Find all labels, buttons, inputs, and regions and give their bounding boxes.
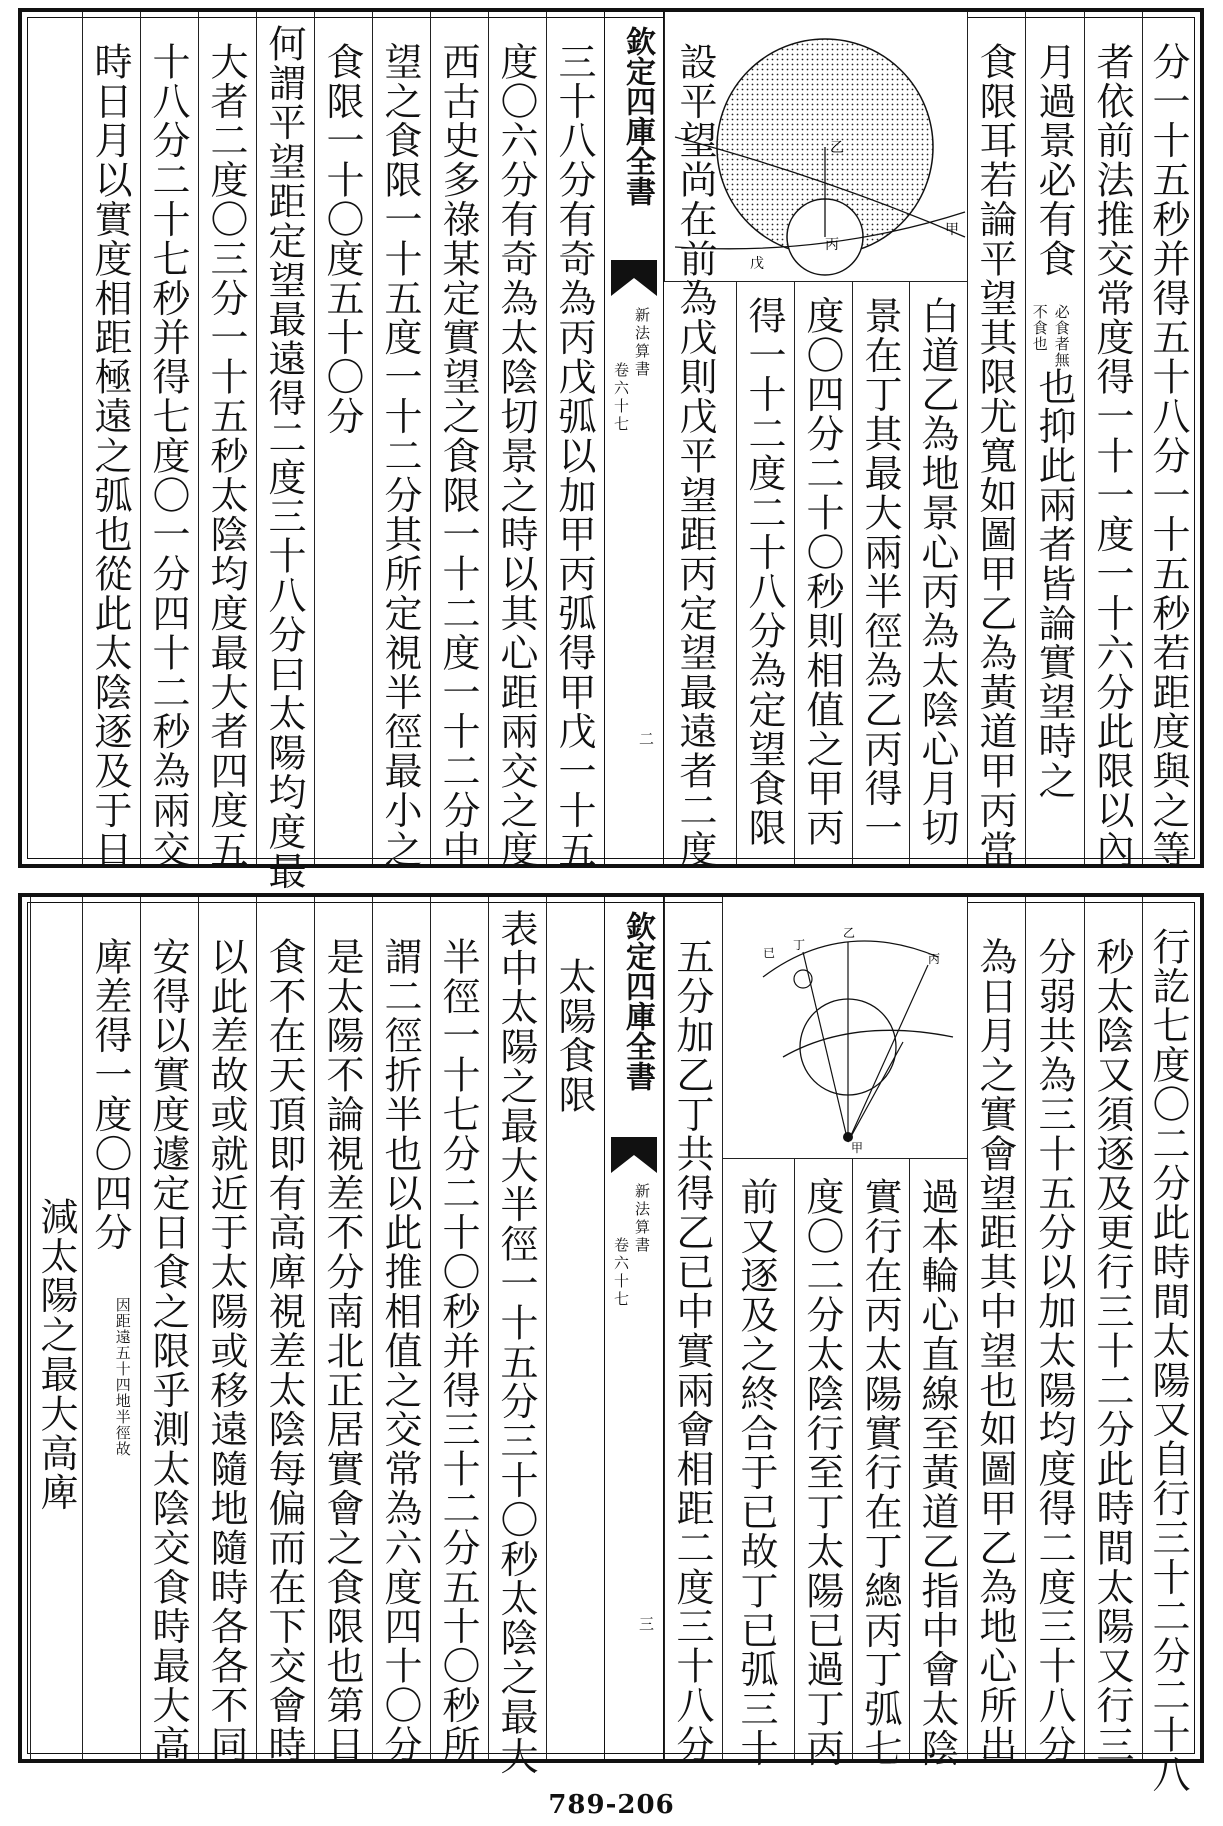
text-column bbox=[314, 12, 372, 864]
text-column bbox=[198, 12, 256, 870]
svg-text:丁: 丁 bbox=[793, 938, 806, 952]
text-column bbox=[909, 282, 967, 864]
column-text: 五分加乙丁共得乙已中實兩會相距二度三十八分 bbox=[670, 937, 714, 1765]
header-title: 欽定四庫全書 bbox=[620, 26, 655, 206]
top-page bbox=[18, 8, 1204, 891]
conjunction-diagram-svg bbox=[723, 897, 968, 1159]
column-text: 也抑此兩者皆論實望時之 bbox=[1032, 367, 1076, 801]
header-title: 欽定四庫全書 bbox=[620, 911, 655, 1091]
svg-text:丙: 丙 bbox=[928, 952, 941, 966]
svg-text:甲: 甲 bbox=[851, 1141, 864, 1155]
text-column bbox=[546, 12, 604, 870]
page-number: 二 bbox=[639, 730, 655, 748]
column-text: 謂二徑折半也以此推相值之交常為六度四十〇分 bbox=[378, 937, 422, 1765]
column-text: 望之食限一十五度一十二分其所定視半徑最小之 bbox=[378, 42, 422, 870]
ecliptic-arc bbox=[763, 941, 941, 977]
column-text: 實行在丙太陽實行在丁總丙丁弧七 bbox=[858, 1177, 902, 1768]
svg-text:乙: 乙 bbox=[830, 140, 844, 156]
text-column bbox=[967, 12, 1025, 870]
column-text: 減太陽之最大高庳 bbox=[34, 1197, 78, 1513]
column-text: 月過景必有食 bbox=[1032, 42, 1076, 279]
book-title: 新法算書 bbox=[633, 307, 651, 379]
interlinear-note: 不食也 bbox=[1030, 304, 1049, 352]
column-text: 食限耳若論平望其限尤寬如圖甲乙為黃道甲丙當 bbox=[973, 42, 1017, 870]
column-text: 前又逐及之終合于已故丁已弧三十 bbox=[734, 1177, 778, 1768]
svg-text:已: 已 bbox=[763, 946, 776, 960]
page-number: 三 bbox=[639, 1615, 655, 1633]
text-column bbox=[1084, 12, 1142, 870]
column-text: 半徑一十七分二十〇秒并得三十二分五十〇秒所 bbox=[436, 937, 480, 1765]
text-column bbox=[1025, 12, 1084, 864]
column-text: 者依前法推交常度得一十一度一十六分此限以內 bbox=[1090, 42, 1134, 870]
text-column bbox=[664, 12, 736, 870]
text-column bbox=[256, 897, 314, 1765]
column-text: 秒太陰又須逐及更行三十二分此時間太陽又行三 bbox=[1090, 937, 1134, 1765]
text-column bbox=[909, 1159, 967, 1768]
column-text: 時日月以實度相距極遠之弧也從此太陰逐及于日 bbox=[88, 42, 132, 870]
text-column bbox=[82, 12, 140, 870]
text-column bbox=[372, 897, 430, 1765]
text-column bbox=[314, 897, 372, 1765]
column-text: 得一十二度二十八分為定望食限 bbox=[742, 296, 786, 848]
text-column bbox=[488, 12, 546, 870]
fish-tail-mark bbox=[609, 1137, 659, 1175]
left-line bbox=[803, 952, 848, 1142]
column-text: 以此差故或就近于太陽或移遠隨地隨時各各不同 bbox=[204, 937, 248, 1765]
catalog-id: 789-206 bbox=[548, 1790, 675, 1820]
fish-tail-mark bbox=[609, 260, 659, 298]
center-fold bbox=[604, 897, 664, 1759]
column-text: 設平望尚在前為戊則戊平望距丙定望最遠者二度 bbox=[673, 42, 717, 870]
column-text: 過本輪心直線至黃道乙指中會太陰 bbox=[915, 1177, 959, 1768]
column-text: 大者二度〇三分一十五秒太陰均度最大者四度五 bbox=[204, 42, 248, 870]
right-line bbox=[848, 965, 928, 1142]
text-column bbox=[430, 897, 488, 1765]
column-text: 食不在天頂即有高庳視差太陰每偏而在下交會時 bbox=[262, 937, 306, 1765]
svg-text:乙: 乙 bbox=[843, 926, 856, 940]
column-text: 庳差得一度〇四分 bbox=[88, 937, 132, 1253]
column-text: 食限一十〇度五十〇分 bbox=[320, 42, 364, 436]
text-column bbox=[1025, 897, 1084, 1765]
column-text: 行訖七度〇二分此時間太陽又自行三十二分二十八 bbox=[1146, 927, 1190, 1794]
column-text: 三十八分有奇為丙戊弧以加甲丙弧得甲戊一十五 bbox=[552, 42, 596, 870]
bottom-page bbox=[18, 893, 1204, 1794]
text-column bbox=[140, 897, 198, 1765]
text-column bbox=[794, 282, 852, 864]
text-column bbox=[430, 12, 488, 870]
text-column bbox=[256, 12, 314, 891]
column-text: 何謂平望距定望最遠得二度三十八分曰太陽均度最 bbox=[262, 24, 306, 891]
text-column bbox=[140, 12, 198, 870]
volume-label: 卷六十七 bbox=[612, 362, 630, 434]
column-text: 度〇二分太陰行至丁太陽已過丁丙 bbox=[800, 1177, 844, 1768]
interlinear-note: 因距遠五十四地半徑故 bbox=[113, 1297, 132, 1457]
text-column bbox=[488, 897, 546, 1776]
svg-text:戊: 戊 bbox=[750, 256, 764, 272]
column-text: 十八分二十七秒并得七度〇一分四十二秒為兩交 bbox=[146, 42, 190, 870]
orbit-arc bbox=[783, 1030, 953, 1057]
text-column bbox=[1084, 897, 1142, 1765]
column-text: 為日月之實會望距其中望也如圖甲乙為地心所出 bbox=[973, 937, 1017, 1765]
text-column bbox=[736, 282, 794, 864]
text-column bbox=[372, 12, 430, 870]
column-text: 度〇六分有奇為太陰切景之時以其心距兩交之度 bbox=[494, 42, 538, 870]
column-text: 表中太陽之最大半徑一十五分三十〇秒太陰之最大 bbox=[494, 909, 538, 1776]
column-text: 景在丁其最大兩半徑為乙丙得一 bbox=[858, 296, 902, 848]
text-column bbox=[546, 897, 604, 1759]
text-column bbox=[82, 897, 140, 1759]
text-column bbox=[664, 897, 722, 1765]
column-text: 分一十五秒并得五十八分一十五秒若距度與之等 bbox=[1146, 42, 1190, 870]
book-title: 新法算書 bbox=[633, 1183, 651, 1255]
text-column bbox=[1142, 897, 1196, 1794]
volume-label: 卷六十七 bbox=[612, 1237, 630, 1309]
column-text: 分弱共為三十五分以加太陽均度得二度三十八分 bbox=[1032, 937, 1076, 1765]
column-text: 是太陽不論視差不分南北正居實會之食限也第日 bbox=[320, 937, 364, 1765]
center-fold bbox=[604, 12, 664, 864]
text-column bbox=[722, 1159, 794, 1768]
column-text: 白道乙為地景心丙為太陰心月切 bbox=[915, 296, 959, 848]
svg-text:甲: 甲 bbox=[945, 222, 959, 238]
conjunction-diagram bbox=[722, 897, 967, 1159]
text-column bbox=[852, 1159, 909, 1768]
section-heading: 太陽食限 bbox=[552, 957, 596, 1115]
column-text: 度〇四分二十〇秒則相值之甲丙 bbox=[800, 296, 844, 848]
text-column bbox=[198, 897, 256, 1765]
column-text: 西古史多祿某定實望之食限一十二度一十二分中 bbox=[436, 42, 480, 870]
text-column bbox=[30, 897, 82, 1759]
text-column bbox=[967, 897, 1025, 1765]
interlinear-note: 必食者無 bbox=[1052, 304, 1071, 368]
svg-text:丙: 丙 bbox=[825, 237, 839, 253]
text-column bbox=[1142, 12, 1196, 870]
text-column bbox=[852, 282, 909, 864]
column-text: 安得以實度遽定日食之限乎測太陰交食時最大高 bbox=[146, 937, 190, 1765]
text-column bbox=[794, 1159, 852, 1768]
